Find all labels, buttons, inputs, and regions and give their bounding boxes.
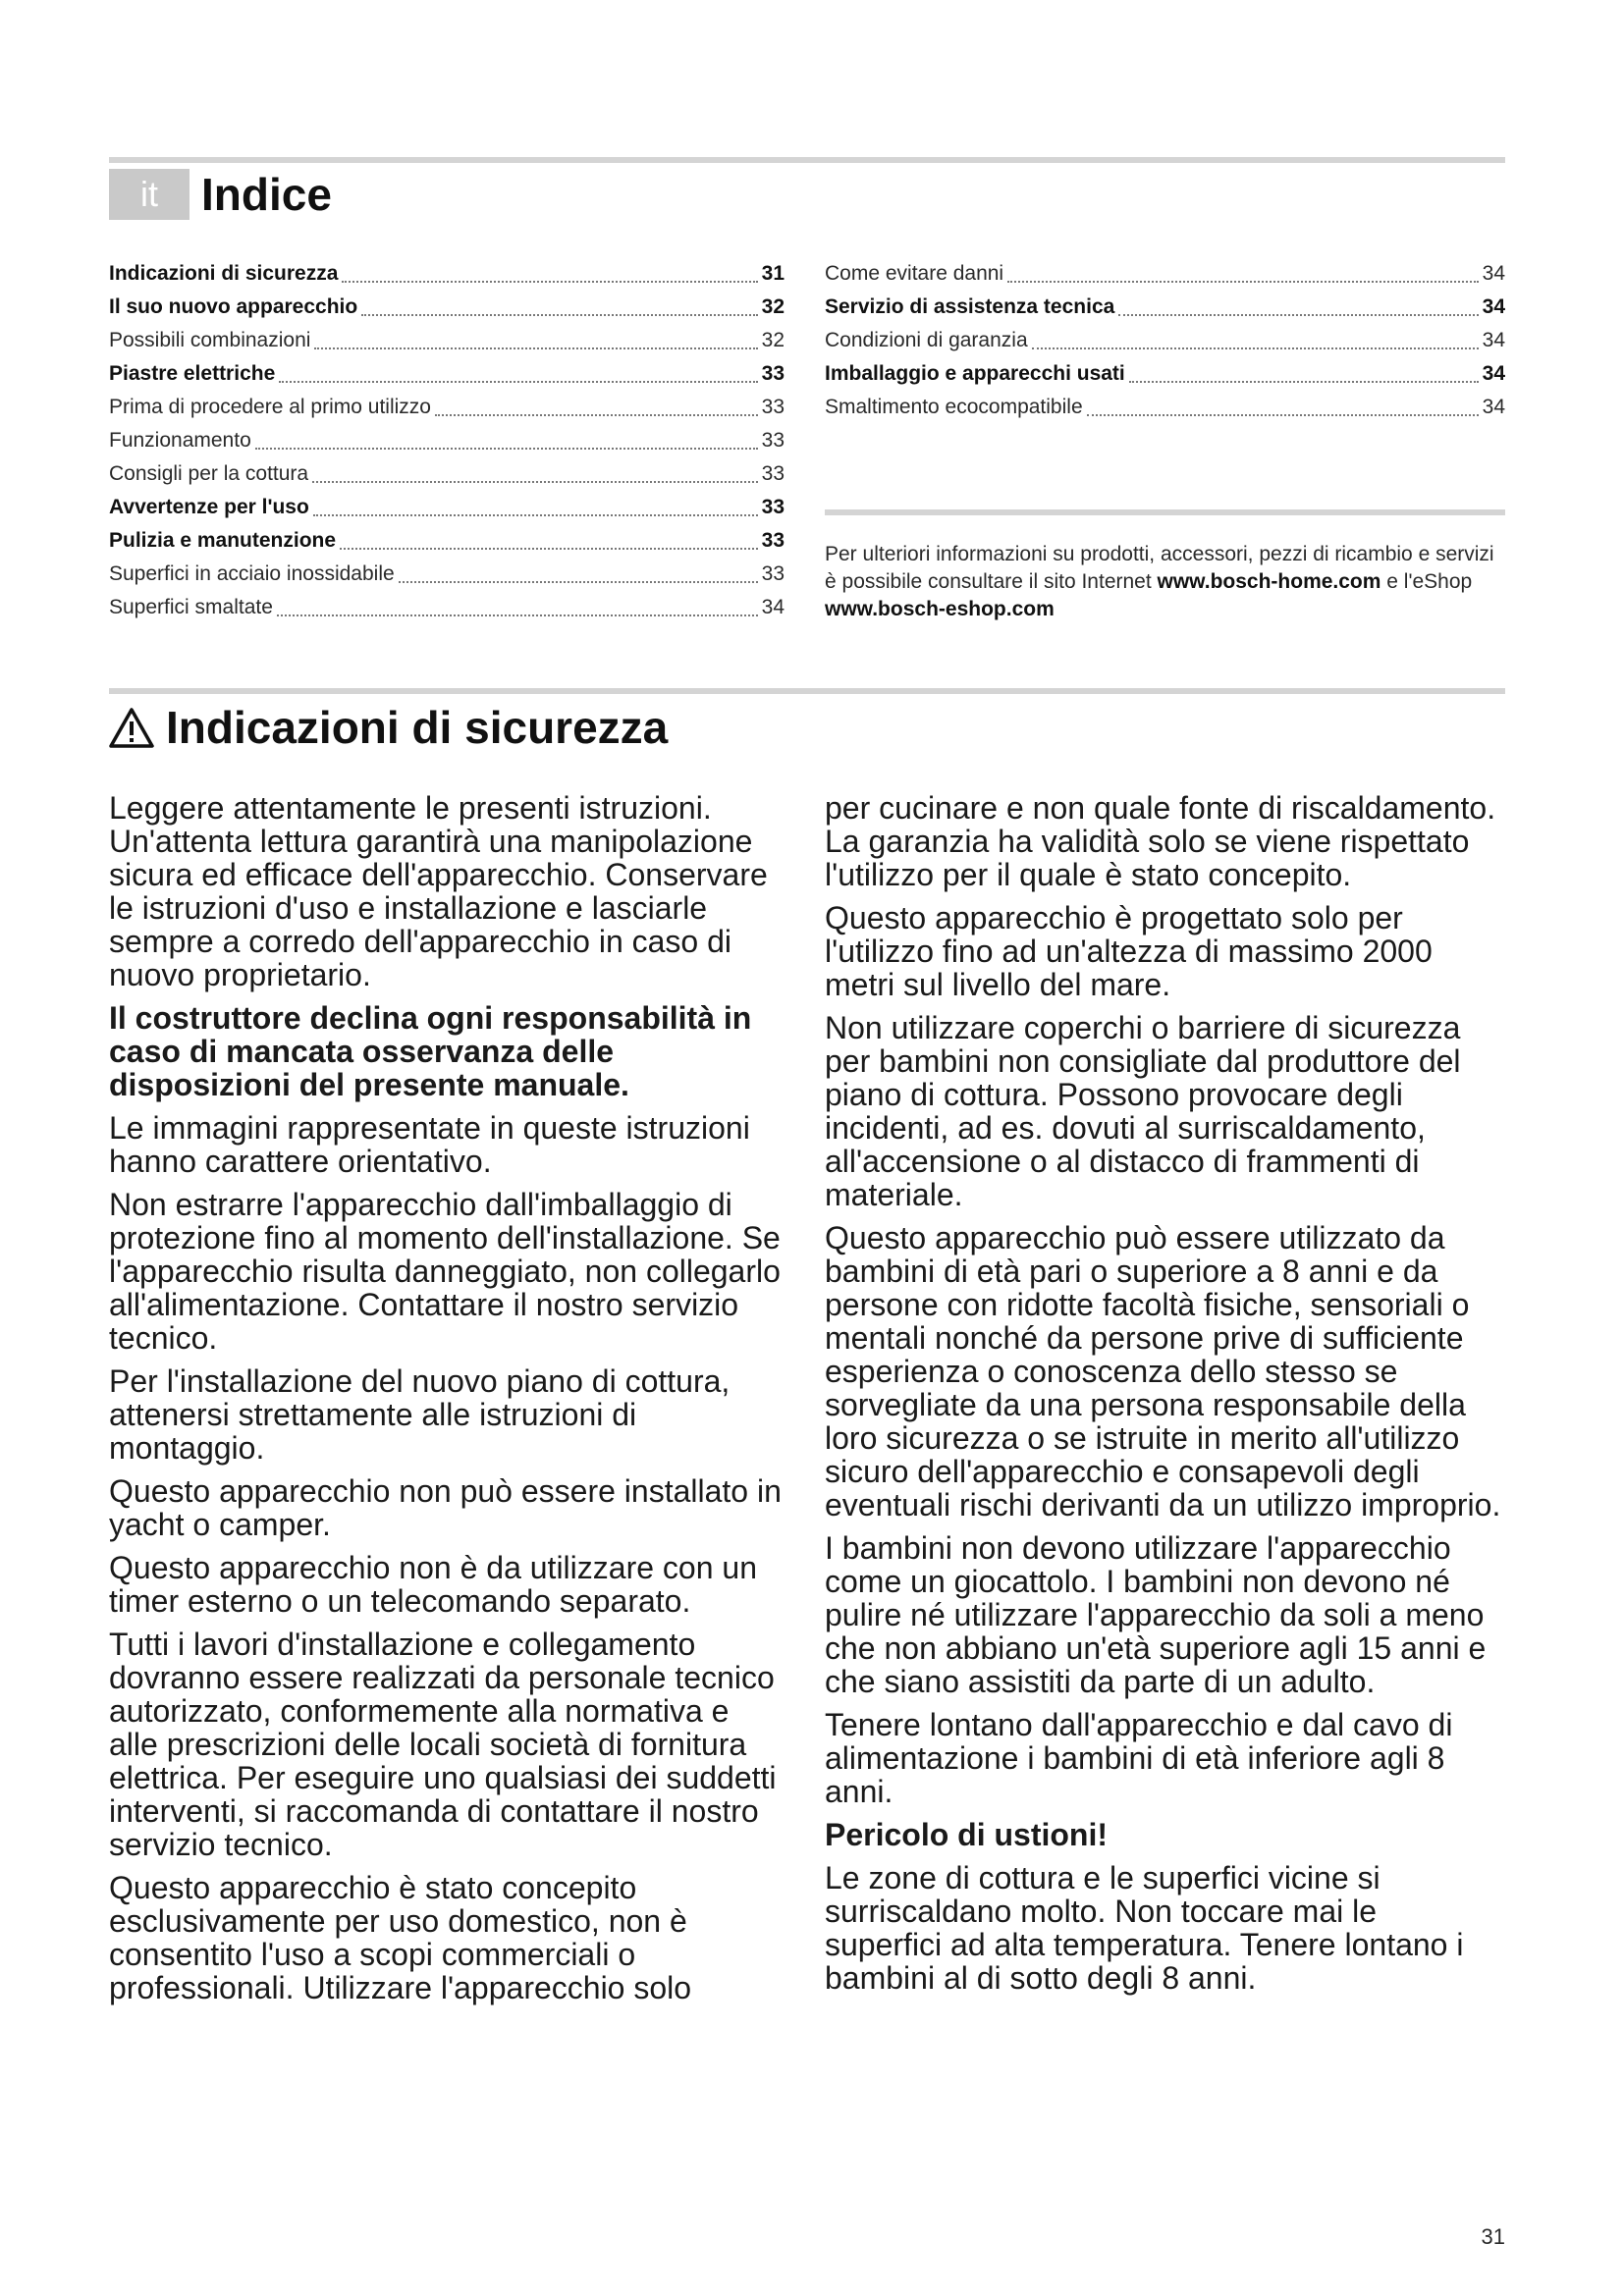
warning-icon <box>109 707 154 748</box>
toc-entry-page: 34 <box>1482 262 1505 285</box>
toc-entry-title: Funzionamento <box>109 429 251 452</box>
toc-entry-page: 34 <box>1482 396 1505 418</box>
safety-right-column <box>825 791 1502 2004</box>
toc-leader-dots <box>313 513 758 516</box>
toc-entry[interactable] <box>109 391 785 424</box>
toc-entry-page: 34 <box>1482 329 1505 351</box>
right-paragraphs <box>825 791 1502 1808</box>
toc-entry-page: 34 <box>1482 295 1505 318</box>
toc-entry[interactable] <box>825 257 1505 291</box>
toc-leader-dots <box>340 547 758 550</box>
toc-entry-page: 33 <box>761 362 785 385</box>
info-text: Per ulteriori informazioni su prodotti, accessori, pezzi di ricambio e servizi è possibile consultare il sito Internet <box>825 543 1494 593</box>
toc-entry-title: Possibili combinazioni <box>109 329 311 351</box>
toc-leader-dots <box>361 313 757 316</box>
toc-leader-dots <box>1118 313 1478 316</box>
toc-entry-title: Il suo nuovo apparecchio <box>109 295 358 318</box>
toc-left-column <box>109 257 785 624</box>
toc-leader-dots <box>255 447 758 450</box>
toc-entry[interactable] <box>825 357 1505 391</box>
toc-entry[interactable] <box>109 558 785 591</box>
safety-paragraph: Le immagini rappresentate in queste istruzioni hanno carattere orientativo. <box>109 1110 750 1179</box>
toc-leader-dots <box>1032 347 1479 349</box>
toc-entry-page: 33 <box>761 562 785 585</box>
toc-entry-title: Piastre elettriche <box>109 362 276 385</box>
disclaimer-paragraph: Il costruttore declina ogni responsabilità in caso di mancata osservanza delle disposizioni del presente manuale. <box>109 1000 752 1102</box>
toc-entry-title: Servizio di assistenza tecnica <box>825 295 1115 318</box>
safety-paragraph: Tenere lontano dall'apparecchio e dal cavo di alimentazione i bambini di età inferiore agli 8 anni. <box>825 1707 1453 1809</box>
safety-heading <box>109 697 668 758</box>
toc-entry[interactable] <box>825 391 1505 424</box>
page-title: Indice <box>201 169 332 220</box>
safety-divider <box>109 688 1505 694</box>
toc-leader-dots <box>435 413 758 416</box>
toc-entry[interactable] <box>109 324 785 357</box>
toc-entry-page: 32 <box>761 295 785 318</box>
toc-entry-page: 33 <box>761 529 785 552</box>
toc-entry-page: 34 <box>1482 362 1505 385</box>
toc-entry-page: 31 <box>761 262 785 285</box>
safety-paragraph: Non utilizzare coperchi o barriere di sicurezza per bambini non consigliate dal produttore del piano di cottura. Possono provocare degli incidenti, ad es. dovuti al surriscaldamento, all'accensione o al distacco di frammenti di materiale. <box>825 1010 1461 1212</box>
toc-entry-title: Imballaggio e apparecchi usati <box>825 362 1125 385</box>
safety-paragraph: Questo apparecchio è progettato solo per l'utilizzo fino ad un'altezza di massimo 2000 metri sul livello del mare. <box>825 900 1433 1002</box>
toc-entry-page: 33 <box>761 462 785 485</box>
toc-entry-title: Prima di procedere al primo utilizzo <box>109 396 431 418</box>
burn-warning-heading: Pericolo di ustioni! <box>825 1817 1109 1852</box>
toc-leader-dots <box>277 614 758 616</box>
toc-entry-page: 33 <box>761 496 785 518</box>
top-divider <box>109 157 1505 163</box>
toc-leader-dots <box>342 280 757 283</box>
safety-paragraph: Questo apparecchio è stato concepito esclusivamente per uso domestico, non è consentito l'uso a scopi commerciali o professionali. Utilizzare l'apparecchio solo <box>109 1870 692 2005</box>
toc-leader-dots <box>399 580 758 583</box>
toc-entry[interactable] <box>109 291 785 324</box>
toc-leader-dots <box>1007 280 1479 283</box>
toc-entry[interactable] <box>109 457 785 491</box>
toc-entry-title: Superfici smaltate <box>109 596 273 618</box>
safety-paragraph: Questo apparecchio non è da utilizzare con un timer esterno o un telecomando separato. <box>109 1550 757 1619</box>
safety-paragraph: Tutti i lavori d'installazione e collegamento dovranno essere realizzati da personale tecnico autorizzato, conformemente alla normativa e alle prescrizioni delle locali società di fornitura elettrica. Per eseguire uno qualsiasi dei suddetti interventi, si raccomanda di contattare il nostro servizio tecnico. <box>109 1627 777 1862</box>
safety-paragraph: Questo apparecchio non può essere installato in yacht o camper. <box>109 1473 782 1542</box>
bosch-home-link[interactable]: www.bosch-home.com <box>1157 570 1381 593</box>
bosch-eshop-link[interactable]: www.bosch-eshop.com <box>825 598 1055 620</box>
toc-entry-title: Avvertenze per l'uso <box>109 496 309 518</box>
toc-entry-title: Condizioni di garanzia <box>825 329 1028 351</box>
safety-paragraph: Per l'installazione del nuovo piano di cottura, attenersi strettamente alle istruzioni di montaggio. <box>109 1363 731 1466</box>
info-paragraph <box>825 541 1505 623</box>
toc-entry-page: 34 <box>761 596 785 618</box>
language-badge: it <box>109 169 189 220</box>
toc-entry-title: Smaltimento ecocompatibile <box>825 396 1083 418</box>
toc-entry-page: 33 <box>761 429 785 452</box>
toc-leader-dots <box>1087 413 1479 416</box>
toc-entry[interactable] <box>109 591 785 624</box>
toc-entry-page: 32 <box>761 329 785 351</box>
toc-entry-title: Superfici in acciaio inossidabile <box>109 562 395 585</box>
toc-entry[interactable] <box>109 357 785 391</box>
toc-entry[interactable] <box>825 324 1505 357</box>
toc-leader-dots <box>314 347 757 349</box>
toc-entry-title: Pulizia e manutenzione <box>109 529 337 552</box>
safety-paragraph: I bambini non devono utilizzare l'apparecchio come un giocattolo. I bambini non devono né pulire né utilizzare l'apparecchio da soli a meno che non abbiano un'età superiore agli 15 anni e che siano assistiti da parte di un adulto. <box>825 1530 1487 1699</box>
toc-entry-title: Come evitare danni <box>825 262 1004 285</box>
toc-entry[interactable] <box>109 257 785 291</box>
toc-entry[interactable] <box>109 491 785 524</box>
toc-entry-page: 33 <box>761 396 785 418</box>
toc-entry[interactable] <box>109 424 785 457</box>
safety-paragraph: Leggere attentamente le presenti istruzioni. Un'attenta lettura garantirà una manipolazione sicura ed efficace dell'apparecchio. Conservare le istruzioni d'uso e installazione e lasciarle sempre a corredo dell'apparecchio in caso di nuovo proprietario. <box>109 790 768 992</box>
burn-warning-text: Le zone di cottura e le superfici vicine si surriscaldano molto. Non toccare mai le superfici ad alta temperatura. Tenere lontano i bambini al di sotto degli 8 anni. <box>825 1860 1464 1996</box>
toc-leader-dots <box>279 380 757 383</box>
toc-right-column <box>825 257 1505 424</box>
page-number: 31 <box>1481 2224 1505 2249</box>
toc-entry-title: Consigli per la cottura <box>109 462 309 485</box>
toc-entry-title: Indicazioni di sicurezza <box>109 262 339 285</box>
safety-paragraph: per cucinare e non quale fonte di riscaldamento. La garanzia ha validità solo se viene rispettato l'utilizzo per il quale è stato concepito. <box>825 790 1496 892</box>
safety-paragraph: Questo apparecchio può essere utilizzato da bambini di età pari o superiore a 8 anni e da persone con ridotte facoltà fisiche, sensoriali o mentali nonché da persone prive di sufficiente esperienza o conoscenza dello stesso se sorvegliate da una persona responsabile della loro sicurezza o se istruite in merito all'utilizzo sicuro dell'apparecchio e consapevoli degli eventuali rischi derivanti da un utilizzo improprio. <box>825 1220 1501 1522</box>
toc-leader-dots <box>312 480 758 483</box>
safety-paragraph: Non estrarre l'apparecchio dall'imballaggio di protezione fino al momento dell'installazione. Se l'apparecchio risulta danneggiato, non collegarlo all'alimentazione. Contattare il nostro servizio tecnico. <box>109 1187 781 1356</box>
toc-entry[interactable] <box>109 524 785 558</box>
toc-entry[interactable] <box>825 291 1505 324</box>
safety-left-column <box>109 791 786 2014</box>
info-divider <box>825 509 1505 515</box>
info-middle-text: e l'eShop <box>1380 570 1473 593</box>
safety-title-text: Indicazioni di sicurezza <box>166 702 669 753</box>
toc-leader-dots <box>1129 380 1479 383</box>
